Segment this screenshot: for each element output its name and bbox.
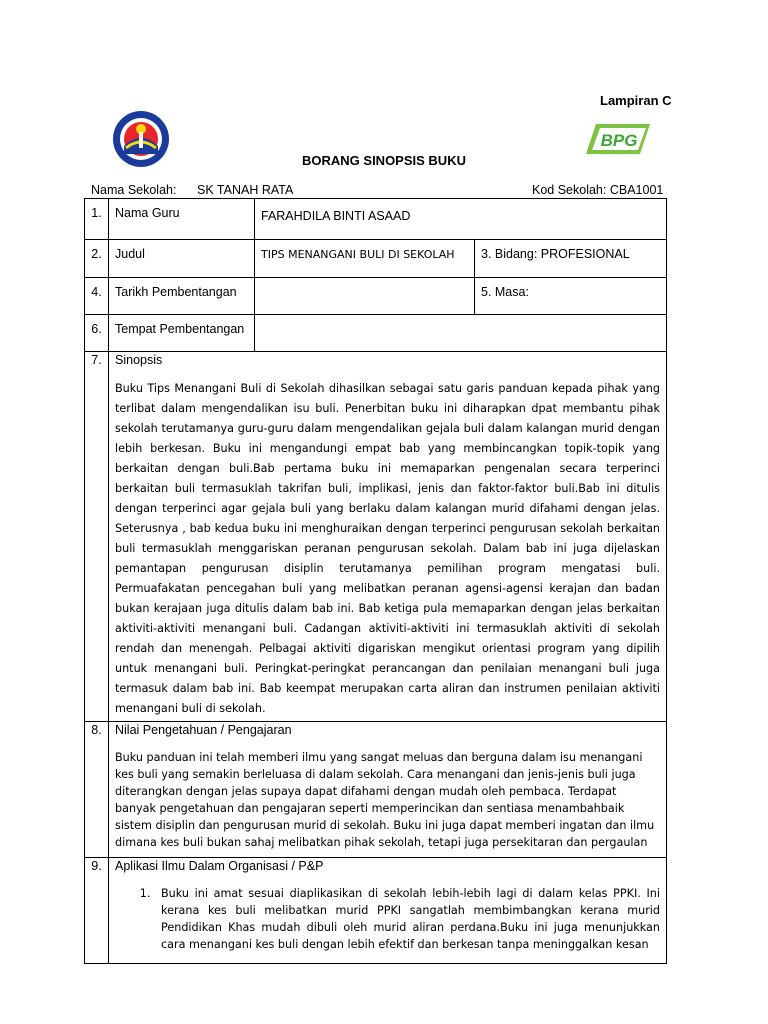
field-label: Tarikh Pembentangan <box>109 278 255 315</box>
table-row <box>85 352 667 722</box>
page-title: BORANG SINOPSIS BUKU <box>302 153 466 168</box>
table-row <box>85 722 667 858</box>
table-row <box>85 278 667 315</box>
row-number: 8. <box>85 722 109 858</box>
nama-guru-value: FARAHDILA BINTI ASAAD <box>255 199 667 240</box>
aplikasi-list <box>109 885 660 953</box>
nama-sekolah-label: Nama Sekolah: <box>91 183 177 197</box>
table-row <box>85 315 667 352</box>
bidang-value: 3. Bidang: PROFESIONAL <box>475 240 667 278</box>
row-number: 7. <box>85 352 109 722</box>
synopsis-form-table <box>84 198 667 964</box>
judul-value: TIPS MENANGANI BULI DI SEKOLAH <box>255 240 475 278</box>
tarikh-value <box>255 278 475 315</box>
nilai-cell <box>109 722 667 858</box>
tempat-value <box>255 315 667 352</box>
aplikasi-cell <box>109 858 667 964</box>
sinopsis-cell <box>109 352 667 722</box>
masa-label: 5. Masa: <box>475 278 667 315</box>
field-label: Tempat Pembentangan <box>109 315 255 352</box>
section-title: Nilai Pengetahuan / Pengajaran <box>115 723 292 737</box>
table-row <box>85 858 667 964</box>
section-title: Aplikasi Ilmu Dalam Organisasi / P&P <box>115 859 324 873</box>
sinopsis-text: Buku Tips Menangani Buli di Sekolah dihasilkan sebagai satu garis panduan kepada pihak yang terlibat dalam mengendalikan isu buli. Penerbitan buku ini diharapkan dpat membantu pihak sekolah terutamanya guru-guru dalam mengendalikan gejala buli dalam kalangan murid dengan lebih berkesan. Buku ini mengandungi empat bab yang membincangkan topik-topik yang berkaitan dengan buli.Bab pertama buku ini memaparkan pengenalan secara terperinci berkaitan buli termasuklah takrifan buli, implikasi, jenis dan faktor-faktor buli.Bab ini ditulis dengan terperinci agar gejala buli yang berlaku dalam kalangan murid difahami dengan jelas. Seterusnya , bab kedua buku ini menghuraikan dengan terperinci pengurusan sekolah berkaitan buli termasuklah menggariskan peranan pengurusan sekolah. Dalam bab ini juga dijelaskan pemantapan pengurusan disiplin terutamanya pemilihan program mengatasi buli. Permuafakatan pencegahan buli yang melibatkan peranan agensi-agensi kerajan dan badan bukan kerajaan juga ditulis dalam bab ini. Bab ketiga pula memaparkan dengan jelas berkaitan aktiviti-aktiviti menangani buli. Cadangan aktiviti-aktiviti ini termasuklah aktiviti di sekolah rendah dan menengah. Pelbagai aktiviti digariskan mengikut orientasi program yang dipilih untuk menangani buli. Peringkat-peringkat perancangan dan penilaian menangani buli juga termasuk dalam bab ini. Bab keempat merupakan carta aliran dan instrumen penilaian aktiviti menangani buli di sekolah. <box>115 382 661 715</box>
nama-sekolah-value: SK TANAH RATA <box>197 183 294 197</box>
kod-sekolah: Kod Sekolah: CBA1001 <box>532 183 664 197</box>
row-number: 6. <box>85 315 109 352</box>
row-number: 4. <box>85 278 109 315</box>
field-label: Judul <box>109 240 255 278</box>
row-number: 9. <box>85 858 109 964</box>
table-row <box>85 240 667 278</box>
row-number: 2. <box>85 240 109 278</box>
nilai-text: Buku panduan ini telah memberi ilmu yang sangat meluas dan berguna dalam isu menangani kes buli yang semakin berleluasa di dalam sekolah. Cara menangani dan jenis-jenis buli juga diterangkan dengan jelas supaya dapat difahami dengan mudah oleh pembaca. Terdapat banyak pengetahuan dan pengajaran seperti memperincikan dan sentiasa menambahbaik sistem disiplin dan pengurusan murid di sekolah. Buku ini juga dapat memberi ingatan dan ilmu dimana kes buli bukan sahaj melibatkan pihak sekolah, tetapi juga persekitaran dan pergaulan <box>115 751 655 849</box>
row-number: 1. <box>85 199 109 240</box>
table-row <box>85 199 667 240</box>
bpg-logo-text: BPG <box>600 131 638 150</box>
list-item: 1. Buku ini amat sesuai diaplikasikan di sekolah lebih-lebih lagi di dalam kelas PPKI. Ini kerana kes buli melibatkan murid PPKI sangatlah membimbangkan kerana murid Pendidikan Khas mudah dibuli oleh murid aliran perdana.Buku ini juga menunjukkan cara menangani kes buli dengan lebih efektif dan berkesan tanpa meninggalkan kesan <box>154 885 660 953</box>
field-label: Nama Guru <box>109 199 255 240</box>
section-title: Sinopsis <box>115 353 163 367</box>
lampiran-label: Lampiran C <box>600 93 672 108</box>
